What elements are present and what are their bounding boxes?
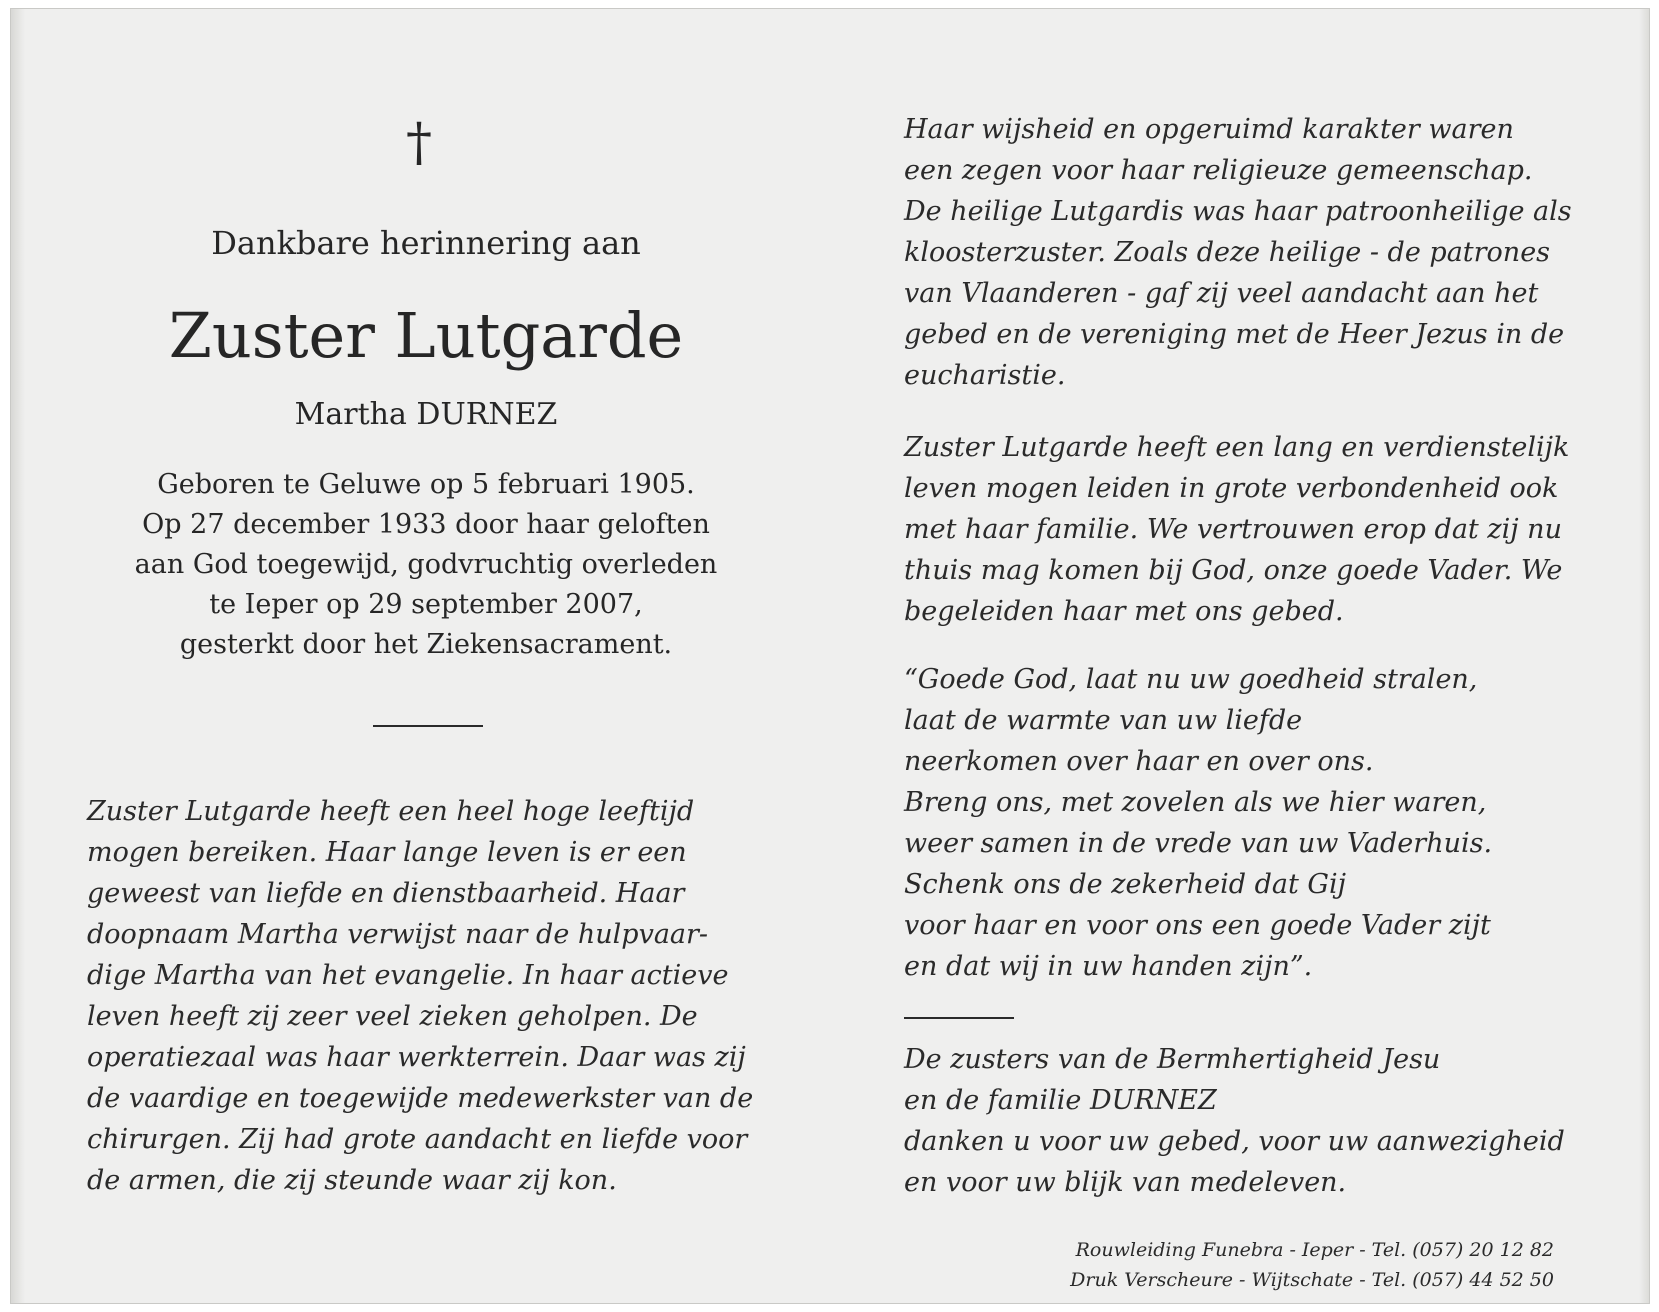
divider-left — [373, 725, 483, 727]
thanks-line: en voor uw blijk van medeleven. — [904, 1167, 1347, 1198]
memorial-card — [10, 8, 1650, 1304]
civil-name: Martha DURNEZ — [294, 397, 558, 432]
printer-line: Druk Verscheure - Wijtschate - Tel. (057) 44 52 50 — [1070, 1269, 1554, 1291]
paragraph-line: mogen bereiken. Haar lange leven is er een — [87, 837, 687, 868]
paragraph-line: operatiezaal was haar werkterrein. Daar was zij — [87, 1042, 746, 1073]
paragraph-line: een zegen voor haar religieuze gemeenschap. — [904, 155, 1533, 186]
family-paragraph — [904, 427, 1594, 632]
biography-line: Op 27 december 1933 door haar geloften — [142, 509, 710, 540]
thanks-line: en de familie DURNEZ — [904, 1085, 1217, 1116]
paragraph-line: leven mogen leiden in grote verbondenheid ook — [904, 473, 1559, 504]
prayer-line: Breng ons, met zovelen als we hier waren, — [904, 787, 1487, 818]
printer-credits — [954, 1235, 1554, 1295]
life-paragraph — [87, 791, 767, 1201]
paragraph-line: de vaardige en toegewijde medewerkster van de — [87, 1083, 754, 1114]
paragraph-line: de armen, die zij steunde waar zij kon. — [87, 1165, 617, 1196]
paragraph-line: Zuster Lutgarde heeft een heel hoge leeftijd — [87, 796, 695, 827]
divider-right — [904, 1017, 1014, 1019]
paragraph-line: thuis mag komen bij God, onze goede Vader. We — [904, 555, 1563, 586]
paragraph-line: leven heeft zij zeer veel zieken geholpen. De — [87, 1001, 698, 1032]
prayer-line: weer samen in de vrede van uw Vaderhuis. — [904, 828, 1493, 859]
cross-icon: † — [406, 113, 432, 173]
deceased-name: Zuster Lutgarde — [168, 299, 684, 372]
prayer-line: voor haar en voor ons een goede Vader zijt — [904, 910, 1491, 941]
biography-line: gesterkt door het Ziekensacrament. — [179, 629, 673, 660]
biography-line: Geboren te Geluwe op 5 februari 1905. — [157, 469, 695, 500]
prayer-line: Schenk ons de zekerheid dat Gij — [904, 869, 1346, 900]
paragraph-line: Zuster Lutgarde heeft een lang en verdienstelijk — [904, 432, 1570, 463]
biography — [91, 465, 761, 665]
wisdom-paragraph — [904, 109, 1594, 396]
paragraph-line: chirurgen. Zij had grote aandacht en liefde voor — [87, 1124, 748, 1155]
paragraph-line: gebed en de vereniging met de Heer Jezus in de — [904, 319, 1565, 350]
paragraph-line: kloosterzuster. Zoals deze heilige - de patrones — [904, 237, 1551, 268]
paragraph-line: dige Martha van het evangelie. In haar actieve — [87, 960, 729, 991]
paragraph-line: doopnaam Martha verwijst naar de hulpvaar- — [87, 919, 709, 950]
printer-line: Rouwleiding Funebra - Ieper - Tel. (057) 20 12 82 — [1075, 1239, 1554, 1261]
thanks-paragraph — [904, 1039, 1594, 1203]
biography-line: te Ieper op 29 september 2007, — [209, 589, 643, 620]
card-fold-shadow — [11, 9, 25, 1303]
prayer-line: en dat wij in uw handen zijn”. — [904, 951, 1313, 982]
paragraph-line: begeleiden haar met ons gebed. — [904, 596, 1344, 627]
prayer — [904, 659, 1594, 987]
prayer-line: laat de warmte van uw liefde — [904, 705, 1303, 736]
paragraph-line: van Vlaanderen - gaf zij veel aandacht aan het — [904, 278, 1539, 309]
thanks-line: De zusters van de Bermhertigheid Jesu — [904, 1044, 1441, 1075]
paragraph-line: met haar familie. We vertrouwen erop dat zij nu — [904, 514, 1562, 545]
card-edge-shadow — [1639, 9, 1649, 1303]
thanks-line: danken u voor uw gebed, voor uw aanwezigheid — [904, 1126, 1565, 1157]
prayer-line: “Goede God, laat nu uw goedheid stralen, — [904, 664, 1478, 695]
prayer-line: neerkomen over haar en over ons. — [904, 746, 1374, 777]
intro-text: Dankbare herinnering aan — [211, 224, 641, 262]
paragraph-line: geweest van liefde en dienstbaarheid. Haar — [87, 878, 685, 909]
biography-line: aan God toegewijd, godvruchtig overleden — [134, 549, 718, 580]
paragraph-line: De heilige Lutgardis was haar patroonheilige als — [904, 196, 1572, 227]
paragraph-line: eucharistie. — [904, 360, 1066, 391]
paragraph-line: Haar wijsheid en opgeruimd karakter waren — [904, 114, 1514, 145]
